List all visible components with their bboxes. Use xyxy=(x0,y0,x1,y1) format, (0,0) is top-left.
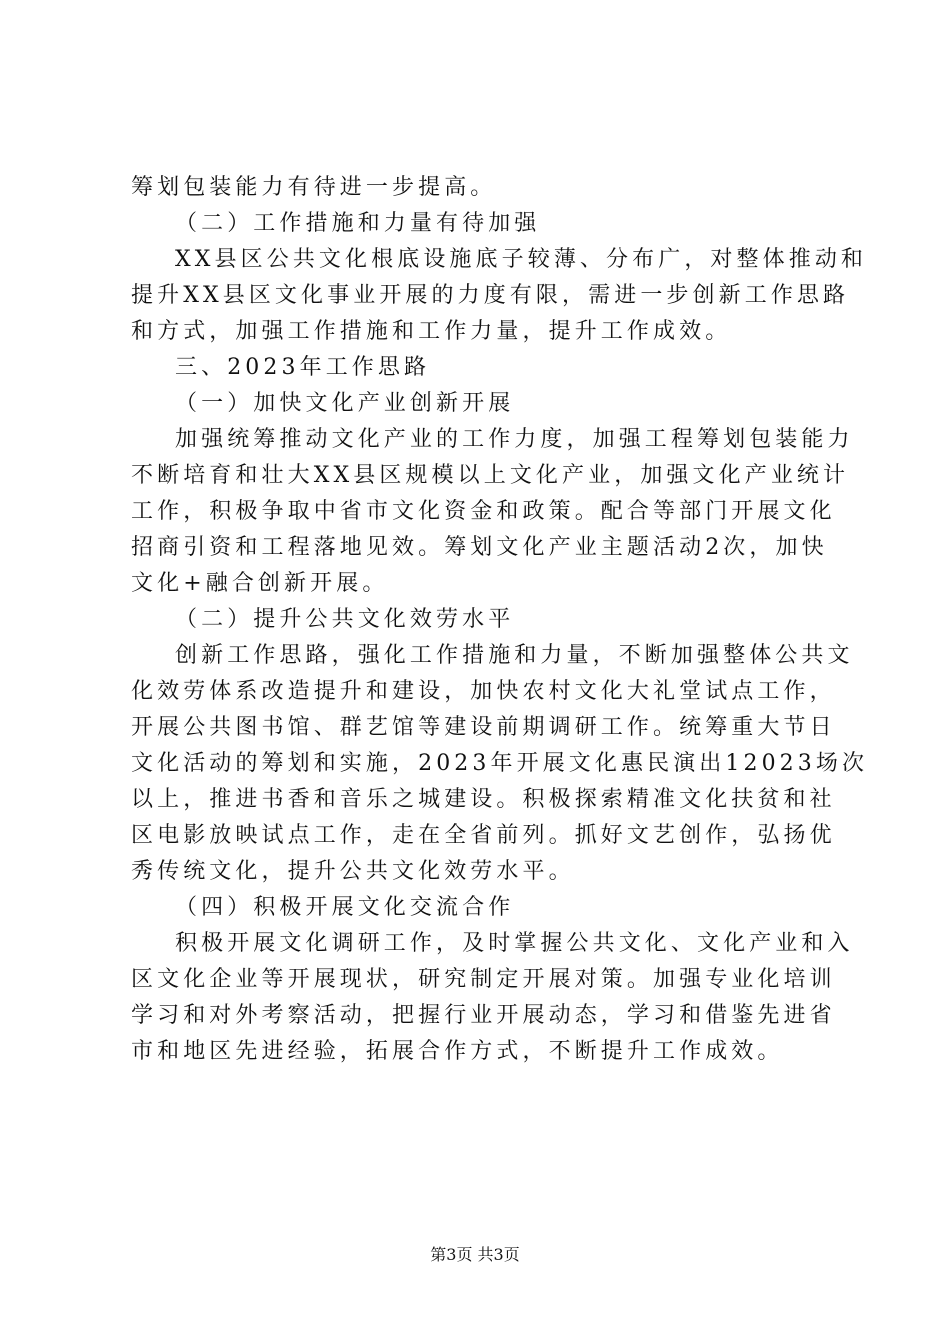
text-line: 文化活动的筹划和实施，2023年开展文化惠民演出12023场次 xyxy=(131,751,869,776)
section-heading: 三、2023年工作思路 xyxy=(175,355,431,380)
document-body xyxy=(131,170,869,1070)
text-line: 创新工作思路，强化工作措施和力量，不断加强整体公共文 xyxy=(175,643,854,668)
section-heading: （二）提升公共文化效劳水平 xyxy=(175,607,515,632)
text-line: 积极开展文化调研工作，及时掌握公共文化、文化产业和入 xyxy=(175,931,854,956)
text-line: 开展公共图书馆、群艺馆等建设前期调研工作。统筹重大节日 xyxy=(131,715,836,740)
text-line: 文化+融合创新开展。 xyxy=(131,571,389,596)
text-line: XX县区公共文化根底设施底子较薄、分布广，对整体推动和 xyxy=(175,247,868,272)
text-line: 和方式，加强工作措施和工作力量，提升工作成效。 xyxy=(131,319,732,344)
text-line: 化效劳体系改造提升和建设，加快农村文化大礼堂试点工作， xyxy=(131,679,836,704)
section-heading: （二）工作措施和力量有待加强 xyxy=(175,211,541,236)
text-line: 市和地区先进经验，拓展合作方式，不断提升工作成效。 xyxy=(131,1039,784,1064)
text-line: 以上，推进书香和音乐之城建设。积极探索精准文化扶贫和社 xyxy=(131,787,836,812)
text-line: 秀传统文化，提升公共文化效劳水平。 xyxy=(131,859,575,884)
text-line: 筹划包装能力有待进一步提高。 xyxy=(131,175,497,200)
text-line: 招商引资和工程落地见效。筹划文化产业主题活动2次，加快 xyxy=(131,535,828,560)
section-heading: （一）加快文化产业创新开展 xyxy=(175,391,515,416)
text-line: 提升XX县区文化事业开展的力度有限，需进一步创新工作思路 xyxy=(131,283,850,308)
text-line: 区文化企业等开展现状，研究制定开展对策。加强专业化培训 xyxy=(131,967,836,992)
text-line: 工作，积极争取中省市文化资金和政策。配合等部门开展文化 xyxy=(131,499,836,524)
text-line: 区电影放映试点工作，走在全省前列。抓好文艺创作，弘扬优 xyxy=(131,823,836,848)
text-line: 加强统筹推动文化产业的工作力度，加强工程筹划包装能力 xyxy=(175,427,854,452)
page-number-footer: 第3页 共3页 xyxy=(430,1245,520,1264)
section-heading: （四）积极开展文化交流合作 xyxy=(175,895,515,920)
text-line: 学习和对外考察活动，把握行业开展动态，学习和借鉴先进省 xyxy=(131,1003,836,1028)
text-line: 不断培育和壮大XX县区规模以上文化产业，加强文化产业统计 xyxy=(131,463,850,488)
